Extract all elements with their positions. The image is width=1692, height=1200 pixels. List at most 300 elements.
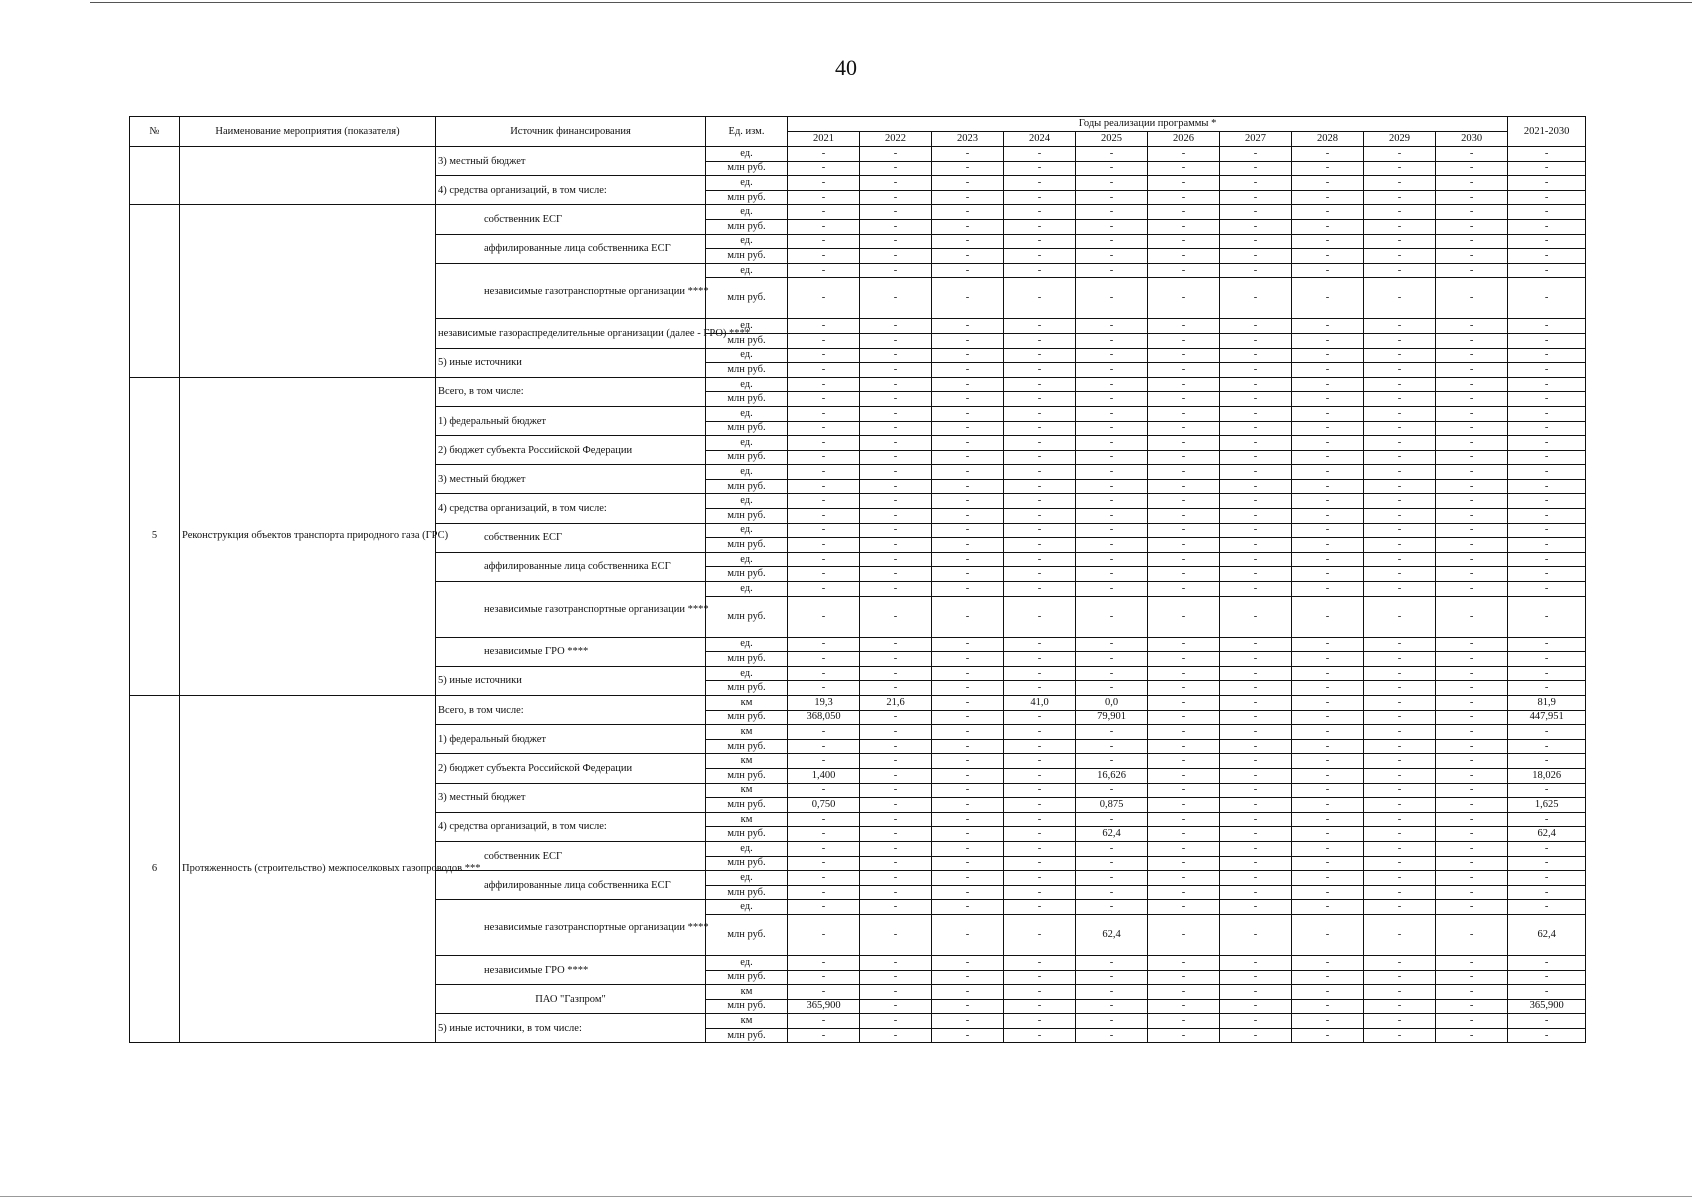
value-cell: - <box>788 812 860 827</box>
value-cell: - <box>1220 841 1292 856</box>
header-year: 2028 <box>1292 132 1364 147</box>
unit-cell: млн руб. <box>706 768 788 783</box>
unit-cell: км <box>706 1014 788 1029</box>
value-cell: - <box>1364 827 1436 842</box>
total-cell: 447,951 <box>1508 710 1586 725</box>
total-cell: - <box>1508 421 1586 436</box>
value-cell: - <box>1148 652 1220 667</box>
value-cell: - <box>1364 509 1436 524</box>
value-cell: - <box>932 205 1004 220</box>
value-cell: - <box>1436 161 1508 176</box>
value-cell: - <box>1292 538 1364 553</box>
funding-source: 3) местный бюджет <box>436 783 706 812</box>
value-cell: - <box>1004 509 1076 524</box>
value-cell: - <box>1292 278 1364 319</box>
value-cell: - <box>932 754 1004 769</box>
value-cell: - <box>1292 652 1364 667</box>
value-cell: - <box>860 377 932 392</box>
value-cell: - <box>1004 319 1076 334</box>
value-cell: - <box>932 885 1004 900</box>
total-cell: - <box>1508 176 1586 191</box>
value-cell: - <box>1292 176 1364 191</box>
value-cell: - <box>1076 205 1148 220</box>
value-cell: - <box>1004 421 1076 436</box>
value-cell: - <box>1220 970 1292 985</box>
value-cell: - <box>860 363 932 378</box>
value-cell: - <box>1004 768 1076 783</box>
total-cell: - <box>1508 263 1586 278</box>
value-cell: - <box>1076 509 1148 524</box>
value-cell: - <box>860 263 932 278</box>
value-cell: - <box>788 567 860 582</box>
value-cell: - <box>1148 421 1220 436</box>
header-years-title: Годы реализации программы * <box>788 117 1508 132</box>
unit-cell: км <box>706 783 788 798</box>
value-cell: 16,626 <box>1076 768 1148 783</box>
value-cell: - <box>932 538 1004 553</box>
value-cell: - <box>1148 363 1220 378</box>
value-cell: - <box>932 914 1004 955</box>
value-cell: - <box>860 681 932 696</box>
unit-cell: млн руб. <box>706 1028 788 1043</box>
value-cell: - <box>788 523 860 538</box>
value-cell: - <box>1004 190 1076 205</box>
funding-source: собственник ЕСГ <box>436 205 706 234</box>
funding-source: аффилированные лица собственника ЕСГ <box>436 552 706 581</box>
value-cell: - <box>1004 205 1076 220</box>
value-cell: - <box>860 392 932 407</box>
header-num: № <box>130 117 180 147</box>
total-cell: - <box>1508 465 1586 480</box>
value-cell: - <box>932 1028 1004 1043</box>
value-cell: - <box>1292 319 1364 334</box>
value-cell: - <box>932 768 1004 783</box>
value-cell: - <box>1292 871 1364 886</box>
value-cell: - <box>860 754 932 769</box>
value-cell: - <box>932 582 1004 597</box>
item-name <box>180 147 436 205</box>
funding-source: 4) средства организаций, в том числе: <box>436 812 706 841</box>
value-cell: - <box>1076 582 1148 597</box>
value-cell: - <box>1436 812 1508 827</box>
value-cell: - <box>1076 450 1148 465</box>
value-cell: - <box>1436 582 1508 597</box>
value-cell: - <box>1220 1028 1292 1043</box>
total-cell: 1,625 <box>1508 798 1586 813</box>
value-cell: - <box>1292 754 1364 769</box>
value-cell: - <box>932 985 1004 1000</box>
value-cell: - <box>860 970 932 985</box>
unit-cell: ед. <box>706 523 788 538</box>
value-cell: - <box>1436 841 1508 856</box>
value-cell: - <box>1220 914 1292 955</box>
value-cell: - <box>1004 652 1076 667</box>
value-cell: - <box>932 812 1004 827</box>
value-cell: - <box>1004 666 1076 681</box>
value-cell: - <box>932 841 1004 856</box>
value-cell: - <box>788 725 860 740</box>
value-cell: - <box>860 278 932 319</box>
unit-cell: млн руб. <box>706 479 788 494</box>
value-cell: - <box>932 567 1004 582</box>
value-cell: - <box>1004 436 1076 451</box>
value-cell: - <box>1148 970 1220 985</box>
funding-source: независимые газотранспортные организации **** <box>436 263 706 319</box>
total-cell: - <box>1508 900 1586 915</box>
unit-cell: ед. <box>706 871 788 886</box>
funding-source: 5) иные источники <box>436 666 706 695</box>
value-cell: - <box>1004 739 1076 754</box>
value-cell: - <box>1076 421 1148 436</box>
value-cell: - <box>1364 710 1436 725</box>
unit-cell: млн руб. <box>706 798 788 813</box>
value-cell: - <box>1076 348 1148 363</box>
value-cell: - <box>1004 841 1076 856</box>
unit-cell: ед. <box>706 666 788 681</box>
page-number: 40 <box>835 55 857 80</box>
total-cell: - <box>1508 666 1586 681</box>
value-cell: 365,900 <box>788 999 860 1014</box>
total-cell: - <box>1508 363 1586 378</box>
value-cell: - <box>1220 567 1292 582</box>
value-cell: - <box>1436 739 1508 754</box>
value-cell: - <box>1220 596 1292 637</box>
value-cell: - <box>1076 479 1148 494</box>
value-cell: - <box>1436 696 1508 711</box>
value-cell: - <box>1364 377 1436 392</box>
value-cell: - <box>1220 278 1292 319</box>
value-cell: - <box>932 450 1004 465</box>
value-cell: - <box>1292 348 1364 363</box>
value-cell: - <box>1364 681 1436 696</box>
value-cell: - <box>1436 914 1508 955</box>
value-cell: - <box>1220 479 1292 494</box>
value-cell: - <box>1436 768 1508 783</box>
funding-source: аффилированные лица собственника ЕСГ <box>436 234 706 263</box>
value-cell: - <box>1364 523 1436 538</box>
value-cell: - <box>1220 696 1292 711</box>
value-cell: - <box>1436 479 1508 494</box>
funding-source: независимые ГРО **** <box>436 955 706 984</box>
value-cell: - <box>932 509 1004 524</box>
value-cell: - <box>932 363 1004 378</box>
value-cell: - <box>1148 333 1220 348</box>
value-cell: - <box>1004 348 1076 363</box>
value-cell: - <box>1292 827 1364 842</box>
unit-cell: ед. <box>706 377 788 392</box>
value-cell: - <box>1364 768 1436 783</box>
value-cell: - <box>1364 263 1436 278</box>
unit-cell: млн руб. <box>706 596 788 637</box>
value-cell: 79,901 <box>1076 710 1148 725</box>
value-cell: - <box>788 494 860 509</box>
value-cell: - <box>1148 1028 1220 1043</box>
table-row <box>130 205 1586 220</box>
value-cell: - <box>788 219 860 234</box>
value-cell: - <box>860 871 932 886</box>
value-cell: 0,0 <box>1076 696 1148 711</box>
funding-source: Всего, в том числе: <box>436 377 706 406</box>
value-cell: - <box>1220 885 1292 900</box>
value-cell: - <box>1364 985 1436 1000</box>
total-cell: - <box>1508 509 1586 524</box>
value-cell: - <box>1364 392 1436 407</box>
value-cell: - <box>1364 552 1436 567</box>
value-cell: - <box>1292 768 1364 783</box>
item-name: Реконструкция объектов транспорта природного газа (ГРС) <box>180 377 436 695</box>
value-cell: - <box>1148 885 1220 900</box>
unit-cell: млн руб. <box>706 681 788 696</box>
value-cell: - <box>1436 666 1508 681</box>
value-cell: - <box>1076 538 1148 553</box>
value-cell: - <box>788 436 860 451</box>
value-cell: - <box>1148 392 1220 407</box>
total-cell: - <box>1508 234 1586 249</box>
value-cell: - <box>788 1014 860 1029</box>
header-year: 2026 <box>1148 132 1220 147</box>
value-cell: - <box>932 666 1004 681</box>
value-cell: - <box>1436 333 1508 348</box>
value-cell: - <box>788 234 860 249</box>
value-cell: - <box>1004 754 1076 769</box>
unit-cell: млн руб. <box>706 333 788 348</box>
value-cell: - <box>1292 725 1364 740</box>
total-cell: 62,4 <box>1508 914 1586 955</box>
total-cell: - <box>1508 278 1586 319</box>
value-cell: - <box>1364 725 1436 740</box>
unit-cell: ед. <box>706 552 788 567</box>
total-cell: - <box>1508 681 1586 696</box>
value-cell: - <box>1004 234 1076 249</box>
total-cell: - <box>1508 538 1586 553</box>
value-cell: - <box>1364 538 1436 553</box>
value-cell: - <box>1220 190 1292 205</box>
value-cell: - <box>1220 812 1292 827</box>
value-cell: - <box>1436 377 1508 392</box>
total-cell: - <box>1508 161 1586 176</box>
value-cell: - <box>788 406 860 421</box>
value-cell: - <box>860 249 932 264</box>
value-cell: - <box>1004 538 1076 553</box>
value-cell: - <box>1292 421 1364 436</box>
value-cell: - <box>1292 494 1364 509</box>
value-cell: - <box>1148 465 1220 480</box>
program-table <box>129 116 1586 1043</box>
value-cell: - <box>1364 161 1436 176</box>
funding-source: 3) местный бюджет <box>436 465 706 494</box>
funding-source: 5) иные источники, в том числе: <box>436 1014 706 1043</box>
value-cell: - <box>788 205 860 220</box>
value-cell: - <box>1004 885 1076 900</box>
value-cell: - <box>1148 523 1220 538</box>
value-cell: - <box>1292 999 1364 1014</box>
value-cell: - <box>860 725 932 740</box>
value-cell: - <box>1220 666 1292 681</box>
value-cell: - <box>1076 1014 1148 1029</box>
value-cell: - <box>1364 914 1436 955</box>
value-cell: - <box>1364 278 1436 319</box>
header-source: Источник финансирования <box>436 117 706 147</box>
total-cell: - <box>1508 596 1586 637</box>
unit-cell: млн руб. <box>706 278 788 319</box>
value-cell: - <box>1436 552 1508 567</box>
value-cell: - <box>1292 333 1364 348</box>
value-cell: - <box>1004 176 1076 191</box>
header-year: 2027 <box>1220 132 1292 147</box>
unit-cell: ед. <box>706 263 788 278</box>
value-cell: - <box>1292 666 1364 681</box>
value-cell: - <box>1148 147 1220 162</box>
unit-cell: млн руб. <box>706 161 788 176</box>
value-cell: - <box>932 249 1004 264</box>
value-cell: - <box>1220 999 1292 1014</box>
value-cell: - <box>1004 147 1076 162</box>
value-cell: - <box>932 652 1004 667</box>
value-cell: - <box>1364 798 1436 813</box>
value-cell: - <box>1220 234 1292 249</box>
value-cell: - <box>788 249 860 264</box>
value-cell: - <box>860 538 932 553</box>
value-cell: - <box>932 999 1004 1014</box>
value-cell: - <box>1220 1014 1292 1029</box>
value-cell: - <box>1004 494 1076 509</box>
value-cell: - <box>1004 582 1076 597</box>
value-cell: - <box>860 1014 932 1029</box>
value-cell: 62,4 <box>1076 827 1148 842</box>
value-cell: - <box>1004 333 1076 348</box>
value-cell: - <box>1292 856 1364 871</box>
value-cell: - <box>1292 1028 1364 1043</box>
value-cell: - <box>932 406 1004 421</box>
value-cell: - <box>860 596 932 637</box>
value-cell: - <box>1364 450 1436 465</box>
table-header <box>130 117 1586 147</box>
value-cell: - <box>1220 637 1292 652</box>
value-cell: - <box>1436 190 1508 205</box>
funding-source: независимые ГРО **** <box>436 637 706 666</box>
funding-source: аффилированные лица собственника ЕСГ <box>436 871 706 900</box>
value-cell: - <box>1292 219 1364 234</box>
total-cell: - <box>1508 856 1586 871</box>
total-cell: 62,4 <box>1508 827 1586 842</box>
value-cell: - <box>1436 234 1508 249</box>
value-cell: - <box>1436 637 1508 652</box>
value-cell: - <box>1220 509 1292 524</box>
total-cell: - <box>1508 205 1586 220</box>
value-cell: - <box>1004 392 1076 407</box>
value-cell: 21,6 <box>860 696 932 711</box>
value-cell: - <box>788 479 860 494</box>
value-cell: - <box>932 494 1004 509</box>
value-cell: - <box>1364 955 1436 970</box>
total-cell: - <box>1508 754 1586 769</box>
value-cell: - <box>932 681 1004 696</box>
value-cell: - <box>788 552 860 567</box>
value-cell: - <box>1292 985 1364 1000</box>
value-cell: - <box>788 955 860 970</box>
value-cell: - <box>788 596 860 637</box>
value-cell: - <box>788 582 860 597</box>
value-cell: - <box>1436 900 1508 915</box>
value-cell: - <box>1292 234 1364 249</box>
value-cell: - <box>1004 263 1076 278</box>
value-cell: - <box>1004 406 1076 421</box>
total-cell: - <box>1508 552 1586 567</box>
value-cell: - <box>1220 363 1292 378</box>
header-year: 2023 <box>932 132 1004 147</box>
value-cell: - <box>1292 406 1364 421</box>
value-cell: - <box>788 538 860 553</box>
value-cell: - <box>932 1014 1004 1029</box>
value-cell: - <box>1364 147 1436 162</box>
unit-cell: млн руб. <box>706 914 788 955</box>
value-cell: - <box>1004 523 1076 538</box>
value-cell: - <box>932 596 1004 637</box>
unit-cell: млн руб. <box>706 827 788 842</box>
funding-source: 5) иные источники <box>436 348 706 377</box>
value-cell: - <box>860 885 932 900</box>
funding-source: Всего, в том числе: <box>436 696 706 725</box>
total-cell: - <box>1508 1028 1586 1043</box>
value-cell: - <box>860 552 932 567</box>
value-cell: - <box>1076 754 1148 769</box>
funding-source: 3) местный бюджет <box>436 147 706 176</box>
header-year: 2021 <box>788 132 860 147</box>
value-cell: 368,050 <box>788 710 860 725</box>
value-cell: - <box>1436 421 1508 436</box>
total-cell: - <box>1508 985 1586 1000</box>
value-cell: - <box>788 754 860 769</box>
bottom-rule <box>0 1196 1692 1197</box>
value-cell: - <box>1148 856 1220 871</box>
total-cell: - <box>1508 249 1586 264</box>
value-cell: - <box>1076 219 1148 234</box>
value-cell: - <box>860 509 932 524</box>
value-cell: - <box>788 914 860 955</box>
value-cell: - <box>1076 377 1148 392</box>
value-cell: - <box>1148 900 1220 915</box>
value-cell: - <box>1076 637 1148 652</box>
value-cell: - <box>1148 205 1220 220</box>
value-cell: - <box>1436 985 1508 1000</box>
value-cell: - <box>1004 637 1076 652</box>
value-cell: - <box>1076 176 1148 191</box>
total-cell: - <box>1508 392 1586 407</box>
value-cell: - <box>1436 219 1508 234</box>
total-cell: - <box>1508 377 1586 392</box>
value-cell: - <box>1364 739 1436 754</box>
value-cell: - <box>1436 798 1508 813</box>
value-cell: - <box>1220 377 1292 392</box>
value-cell: - <box>788 900 860 915</box>
value-cell: - <box>1004 999 1076 1014</box>
value-cell: 0,750 <box>788 798 860 813</box>
value-cell: - <box>1220 900 1292 915</box>
value-cell: - <box>1436 885 1508 900</box>
total-cell: - <box>1508 567 1586 582</box>
value-cell: - <box>1364 406 1436 421</box>
value-cell: - <box>1436 710 1508 725</box>
value-cell: - <box>1076 567 1148 582</box>
value-cell: - <box>1004 567 1076 582</box>
value-cell: - <box>1364 783 1436 798</box>
value-cell: - <box>788 278 860 319</box>
value-cell: - <box>1436 450 1508 465</box>
value-cell: - <box>1004 479 1076 494</box>
value-cell: - <box>1076 333 1148 348</box>
value-cell: - <box>860 955 932 970</box>
value-cell: - <box>932 970 1004 985</box>
